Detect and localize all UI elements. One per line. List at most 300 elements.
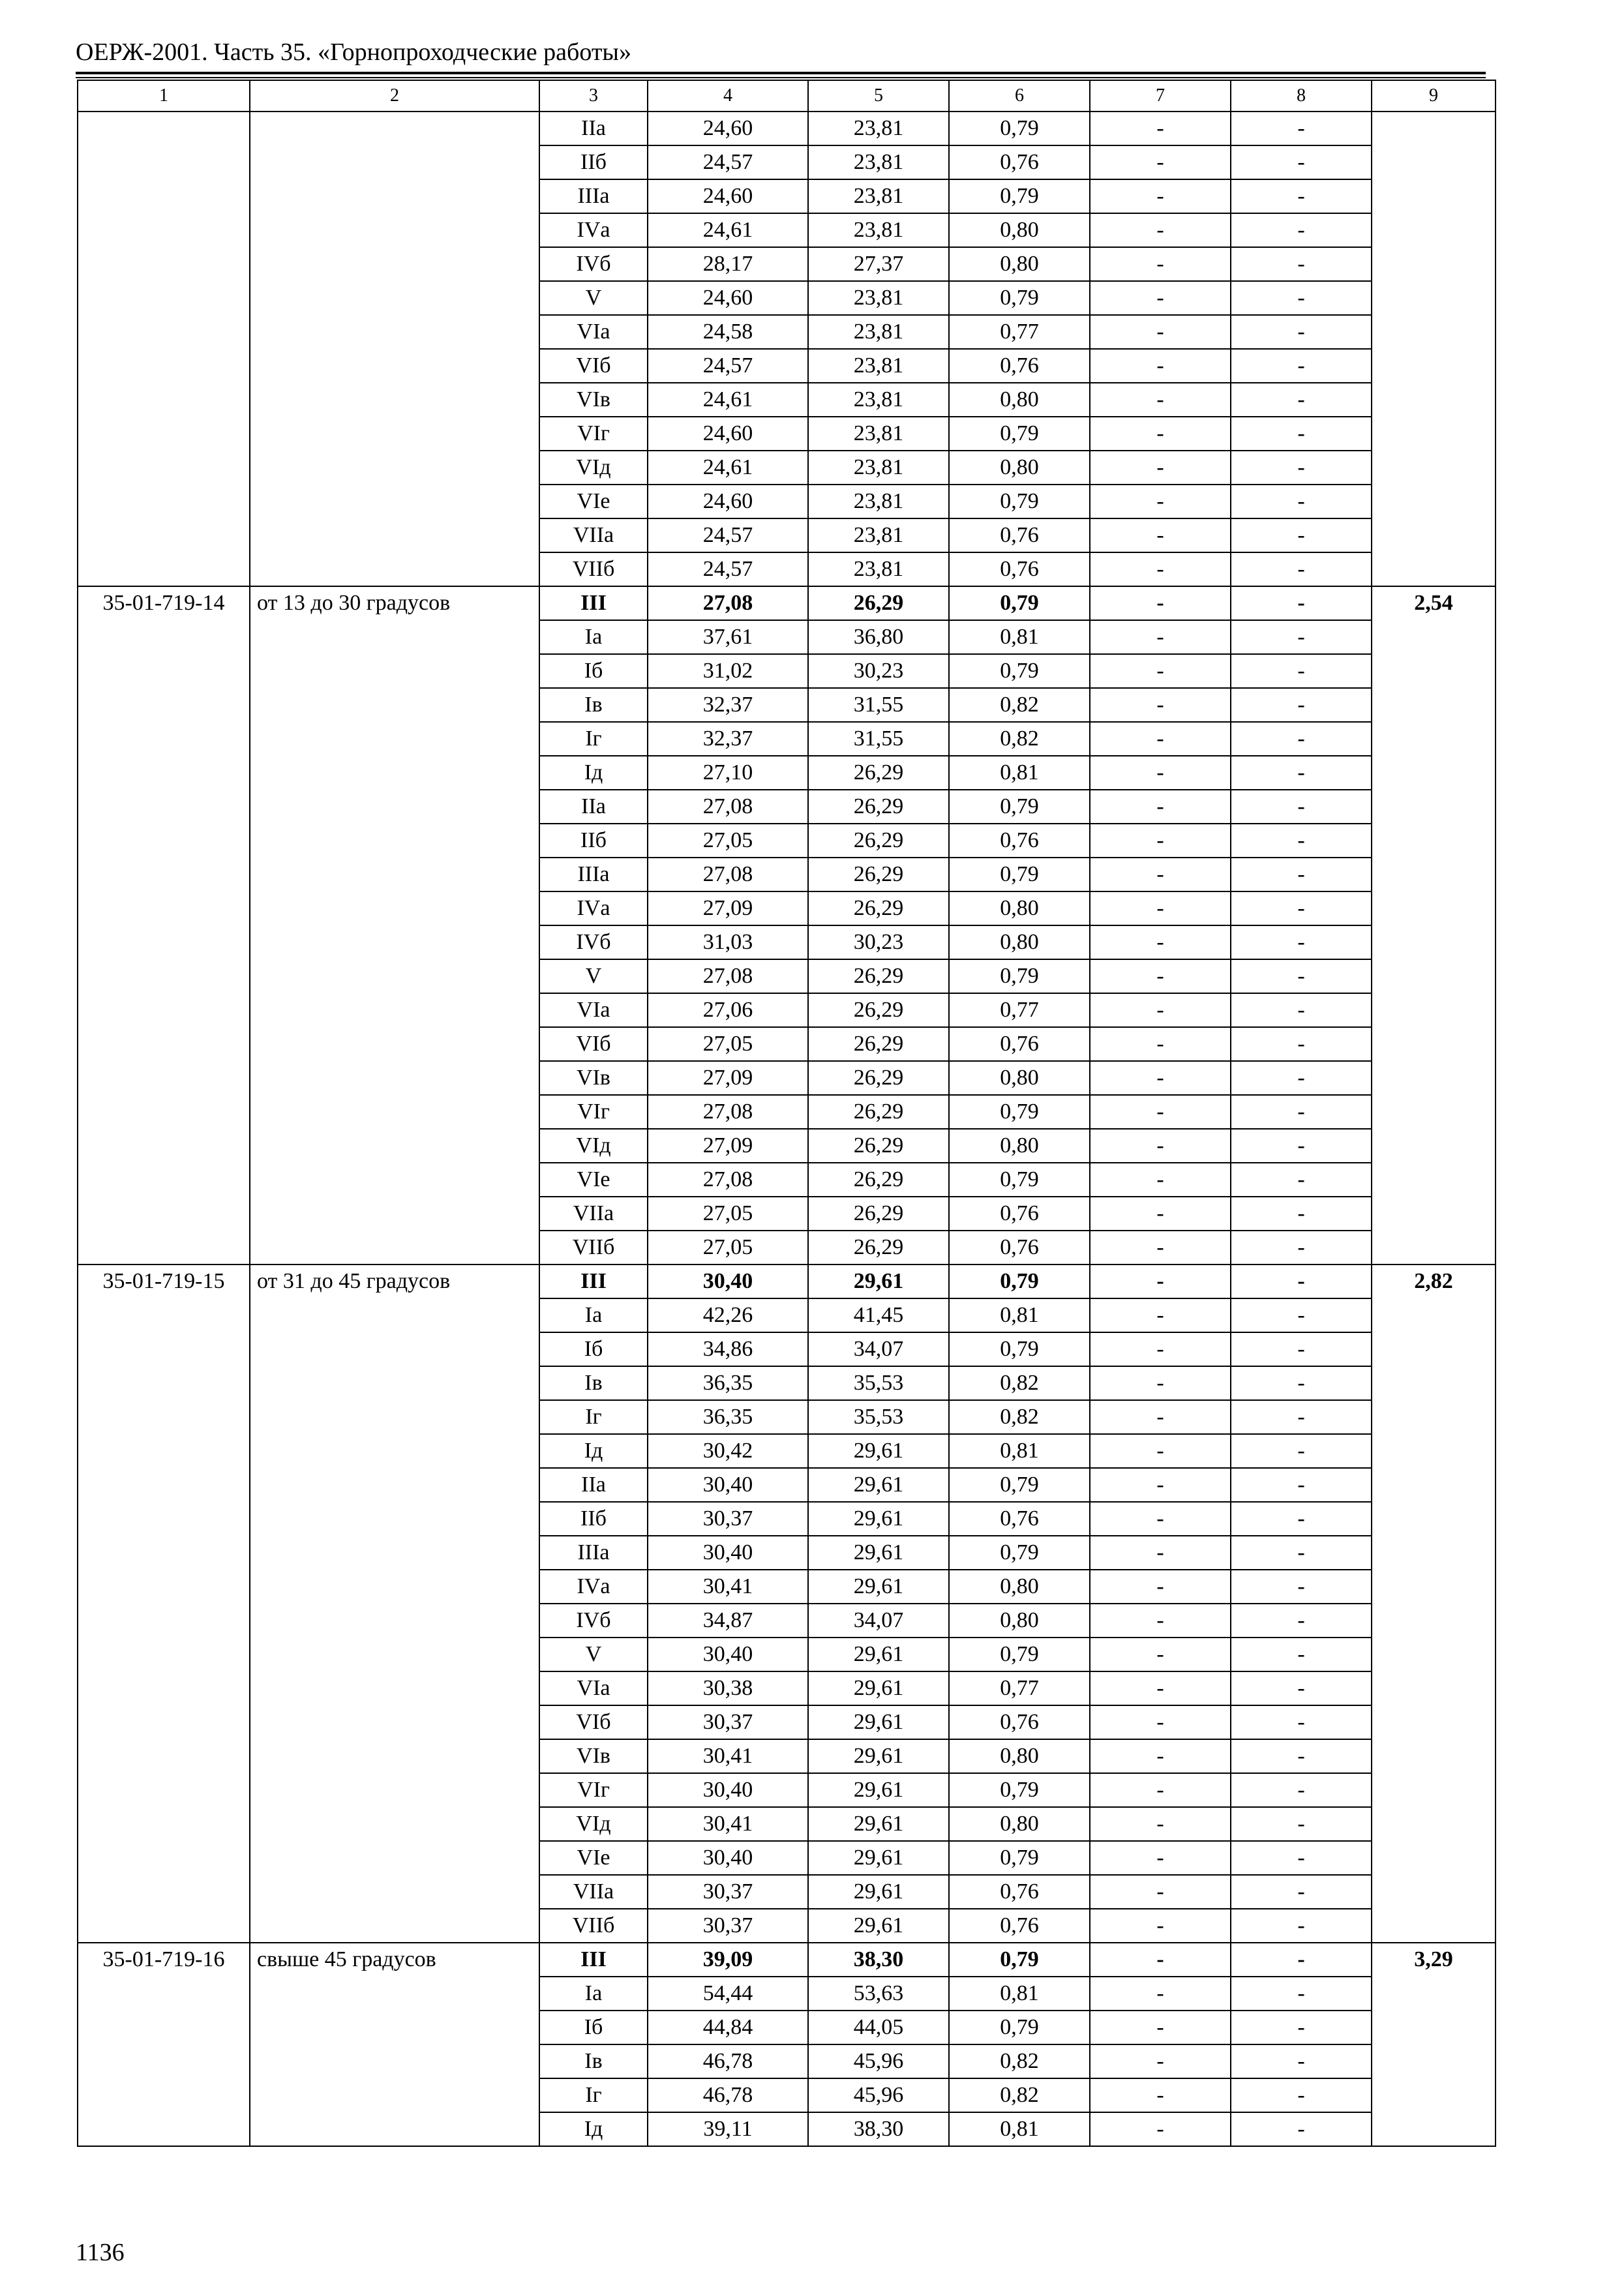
value-4-cell: 30,40 bbox=[648, 1468, 808, 1502]
value-7-cell: - bbox=[1090, 1264, 1231, 1298]
page-header: ОЕРЖ-2001. Часть 35. «Горнопроходческие работы» bbox=[76, 38, 631, 66]
value-6-cell: 0,76 bbox=[949, 1027, 1090, 1061]
value-7-cell: - bbox=[1090, 654, 1231, 688]
value-5-cell: 29,61 bbox=[808, 1739, 949, 1773]
value-7-cell: - bbox=[1090, 1332, 1231, 1366]
value-5-cell: 35,53 bbox=[808, 1400, 949, 1434]
value-4-cell: 30,40 bbox=[648, 1638, 808, 1671]
value-7-cell: - bbox=[1090, 315, 1231, 349]
value-8-cell: - bbox=[1231, 1129, 1372, 1163]
value-8-cell: - bbox=[1231, 281, 1372, 315]
value-7-cell: - bbox=[1090, 1909, 1231, 1943]
value-4-cell: 24,60 bbox=[648, 281, 808, 315]
value-4-cell: 27,08 bbox=[648, 790, 808, 824]
group-cell: Iг bbox=[539, 722, 648, 756]
value-7-cell: - bbox=[1090, 891, 1231, 925]
value-7-cell: - bbox=[1090, 688, 1231, 722]
value-7-cell: - bbox=[1090, 1129, 1231, 1163]
value-8-cell: - bbox=[1231, 1909, 1372, 1943]
value-6-cell: 0,80 bbox=[949, 891, 1090, 925]
value-8-cell: - bbox=[1231, 518, 1372, 552]
value-6-cell: 0,81 bbox=[949, 620, 1090, 654]
value-5-cell: 26,29 bbox=[808, 824, 949, 858]
description-cell: свыше 45 градусов bbox=[250, 1943, 539, 2146]
value-7-cell: - bbox=[1090, 1468, 1231, 1502]
group-cell: VIб bbox=[539, 1705, 648, 1739]
group-cell: IIIа bbox=[539, 179, 648, 213]
column-number: 1 bbox=[78, 80, 250, 112]
value-5-cell: 45,96 bbox=[808, 2044, 949, 2078]
value-8-cell: - bbox=[1231, 1773, 1372, 1807]
value-8-cell: - bbox=[1231, 620, 1372, 654]
value-7-cell: - bbox=[1090, 1570, 1231, 1604]
group-cell: VIв bbox=[539, 383, 648, 417]
value-6-cell: 0,79 bbox=[949, 654, 1090, 688]
group-cell: Iв bbox=[539, 688, 648, 722]
value-6-cell: 0,79 bbox=[949, 112, 1090, 145]
value-7-cell: - bbox=[1090, 1298, 1231, 1332]
table-row bbox=[78, 1943, 1496, 1977]
norm-code-cell: 35-01-719-14 bbox=[78, 586, 250, 1264]
value-8-cell: - bbox=[1231, 1536, 1372, 1570]
value-8-cell: - bbox=[1231, 1604, 1372, 1638]
value-5-cell: 23,81 bbox=[808, 383, 949, 417]
value-7-cell: - bbox=[1090, 485, 1231, 518]
column-number: 8 bbox=[1231, 80, 1372, 112]
value-5-cell: 23,81 bbox=[808, 112, 949, 145]
value-4-cell: 28,17 bbox=[648, 247, 808, 281]
group-cell: VIIа bbox=[539, 518, 648, 552]
value-8-cell: - bbox=[1231, 722, 1372, 756]
value-4-cell: 30,42 bbox=[648, 1434, 808, 1468]
value-5-cell: 31,55 bbox=[808, 688, 949, 722]
group-cell: VIе bbox=[539, 485, 648, 518]
group-cell: VIб bbox=[539, 349, 648, 383]
value-4-cell: 24,57 bbox=[648, 349, 808, 383]
group-cell: VIв bbox=[539, 1061, 648, 1095]
value-4-cell: 32,37 bbox=[648, 722, 808, 756]
value-4-cell: 46,78 bbox=[648, 2078, 808, 2112]
value-6-cell: 0,76 bbox=[949, 1197, 1090, 1231]
value-8-cell: - bbox=[1231, 756, 1372, 790]
description-cell: от 31 до 45 градусов bbox=[250, 1264, 539, 1943]
value-6-cell: 0,81 bbox=[949, 1298, 1090, 1332]
value-5-cell: 29,61 bbox=[808, 1671, 949, 1705]
column-number-row bbox=[78, 80, 1496, 112]
group-cell: VIд bbox=[539, 451, 648, 485]
value-4-cell: 30,40 bbox=[648, 1264, 808, 1298]
column-number: 7 bbox=[1090, 80, 1231, 112]
group-cell: IVб bbox=[539, 1604, 648, 1638]
value-4-cell: 27,06 bbox=[648, 993, 808, 1027]
value-4-cell: 24,57 bbox=[648, 145, 808, 179]
group-cell: IIIа bbox=[539, 1536, 648, 1570]
value-7-cell: - bbox=[1090, 1773, 1231, 1807]
total-cell bbox=[1372, 112, 1496, 586]
column-number: 3 bbox=[539, 80, 648, 112]
rates-table bbox=[77, 80, 1496, 2147]
value-8-cell: - bbox=[1231, 451, 1372, 485]
value-5-cell: 29,61 bbox=[808, 1468, 949, 1502]
value-4-cell: 27,08 bbox=[648, 858, 808, 891]
value-7-cell: - bbox=[1090, 1231, 1231, 1264]
group-cell: III bbox=[539, 1264, 648, 1298]
group-cell: VIв bbox=[539, 1739, 648, 1773]
group-cell: V bbox=[539, 1638, 648, 1671]
value-4-cell: 34,86 bbox=[648, 1332, 808, 1366]
group-cell: IIа bbox=[539, 790, 648, 824]
value-4-cell: 30,41 bbox=[648, 1570, 808, 1604]
value-7-cell: - bbox=[1090, 959, 1231, 993]
value-6-cell: 0,82 bbox=[949, 722, 1090, 756]
value-6-cell: 0,76 bbox=[949, 349, 1090, 383]
value-8-cell: - bbox=[1231, 179, 1372, 213]
value-7-cell: - bbox=[1090, 1671, 1231, 1705]
value-5-cell: 44,05 bbox=[808, 2011, 949, 2044]
value-8-cell: - bbox=[1231, 654, 1372, 688]
value-7-cell: - bbox=[1090, 1400, 1231, 1434]
value-5-cell: 29,61 bbox=[808, 1909, 949, 1943]
value-4-cell: 24,61 bbox=[648, 451, 808, 485]
value-4-cell: 27,09 bbox=[648, 891, 808, 925]
value-6-cell: 0,79 bbox=[949, 1095, 1090, 1129]
value-7-cell: - bbox=[1090, 1705, 1231, 1739]
value-7-cell: - bbox=[1090, 1536, 1231, 1570]
value-4-cell: 27,05 bbox=[648, 1231, 808, 1264]
value-6-cell: 0,76 bbox=[949, 552, 1090, 586]
value-6-cell: 0,79 bbox=[949, 1638, 1090, 1671]
value-6-cell: 0,82 bbox=[949, 2078, 1090, 2112]
value-6-cell: 0,77 bbox=[949, 1671, 1090, 1705]
value-7-cell: - bbox=[1090, 790, 1231, 824]
value-5-cell: 38,30 bbox=[808, 1943, 949, 1977]
value-4-cell: 30,40 bbox=[648, 1536, 808, 1570]
value-8-cell: - bbox=[1231, 790, 1372, 824]
group-cell: V bbox=[539, 281, 648, 315]
value-6-cell: 0,76 bbox=[949, 518, 1090, 552]
value-4-cell: 27,10 bbox=[648, 756, 808, 790]
value-8-cell: - bbox=[1231, 1468, 1372, 1502]
value-4-cell: 37,61 bbox=[648, 620, 808, 654]
value-5-cell: 23,81 bbox=[808, 349, 949, 383]
value-8-cell: - bbox=[1231, 247, 1372, 281]
value-5-cell: 23,81 bbox=[808, 179, 949, 213]
table-row bbox=[78, 1264, 1496, 1298]
value-5-cell: 26,29 bbox=[808, 1027, 949, 1061]
value-5-cell: 23,81 bbox=[808, 213, 949, 247]
value-6-cell: 0,76 bbox=[949, 824, 1090, 858]
value-6-cell: 0,82 bbox=[949, 2044, 1090, 2078]
value-5-cell: 26,29 bbox=[808, 1163, 949, 1197]
value-5-cell: 27,37 bbox=[808, 247, 949, 281]
value-7-cell: - bbox=[1090, 925, 1231, 959]
value-6-cell: 0,80 bbox=[949, 383, 1090, 417]
value-5-cell: 35,53 bbox=[808, 1366, 949, 1400]
value-7-cell: - bbox=[1090, 756, 1231, 790]
column-number: 5 bbox=[808, 80, 949, 112]
value-6-cell: 0,76 bbox=[949, 1705, 1090, 1739]
group-cell: VIа bbox=[539, 315, 648, 349]
value-7-cell: - bbox=[1090, 1875, 1231, 1909]
value-5-cell: 26,29 bbox=[808, 891, 949, 925]
value-8-cell: - bbox=[1231, 383, 1372, 417]
value-4-cell: 24,61 bbox=[648, 383, 808, 417]
value-8-cell: - bbox=[1231, 2011, 1372, 2044]
group-cell: Iв bbox=[539, 1366, 648, 1400]
value-4-cell: 46,78 bbox=[648, 2044, 808, 2078]
norm-code-cell bbox=[78, 112, 250, 586]
group-cell: IVа bbox=[539, 213, 648, 247]
group-cell: VIг bbox=[539, 417, 648, 451]
value-4-cell: 24,60 bbox=[648, 485, 808, 518]
value-4-cell: 30,37 bbox=[648, 1875, 808, 1909]
value-8-cell: - bbox=[1231, 858, 1372, 891]
value-5-cell: 26,29 bbox=[808, 858, 949, 891]
value-5-cell: 23,81 bbox=[808, 145, 949, 179]
value-6-cell: 0,80 bbox=[949, 1570, 1090, 1604]
value-5-cell: 29,61 bbox=[808, 1434, 949, 1468]
value-6-cell: 0,79 bbox=[949, 1943, 1090, 1977]
value-4-cell: 24,60 bbox=[648, 112, 808, 145]
value-4-cell: 39,11 bbox=[648, 2112, 808, 2146]
value-8-cell: - bbox=[1231, 1231, 1372, 1264]
value-7-cell: - bbox=[1090, 112, 1231, 145]
value-4-cell: 27,08 bbox=[648, 1095, 808, 1129]
value-6-cell: 0,82 bbox=[949, 1400, 1090, 1434]
value-8-cell: - bbox=[1231, 925, 1372, 959]
value-6-cell: 0,76 bbox=[949, 1909, 1090, 1943]
value-8-cell: - bbox=[1231, 1400, 1372, 1434]
value-4-cell: 30,37 bbox=[648, 1705, 808, 1739]
value-4-cell: 31,03 bbox=[648, 925, 808, 959]
value-4-cell: 36,35 bbox=[648, 1400, 808, 1434]
group-cell: IIа bbox=[539, 112, 648, 145]
value-6-cell: 0,81 bbox=[949, 1977, 1090, 2011]
value-8-cell: - bbox=[1231, 1875, 1372, 1909]
value-7-cell: - bbox=[1090, 1977, 1231, 2011]
value-6-cell: 0,81 bbox=[949, 756, 1090, 790]
value-6-cell: 0,79 bbox=[949, 1332, 1090, 1366]
value-5-cell: 29,61 bbox=[808, 1705, 949, 1739]
value-4-cell: 27,05 bbox=[648, 1027, 808, 1061]
group-cell: VIIб bbox=[539, 552, 648, 586]
value-7-cell: - bbox=[1090, 620, 1231, 654]
group-cell: VIг bbox=[539, 1773, 648, 1807]
value-6-cell: 0,79 bbox=[949, 1264, 1090, 1298]
group-cell: VIд bbox=[539, 1129, 648, 1163]
value-7-cell: - bbox=[1090, 1943, 1231, 1977]
value-6-cell: 0,76 bbox=[949, 1875, 1090, 1909]
value-7-cell: - bbox=[1090, 1061, 1231, 1095]
value-4-cell: 27,09 bbox=[648, 1061, 808, 1095]
value-5-cell: 41,45 bbox=[808, 1298, 949, 1332]
value-6-cell: 0,77 bbox=[949, 993, 1090, 1027]
group-cell: Iв bbox=[539, 2044, 648, 2078]
value-8-cell: - bbox=[1231, 993, 1372, 1027]
value-4-cell: 27,08 bbox=[648, 1163, 808, 1197]
group-cell: IIIа bbox=[539, 858, 648, 891]
value-6-cell: 0,77 bbox=[949, 315, 1090, 349]
value-6-cell: 0,79 bbox=[949, 959, 1090, 993]
value-5-cell: 29,61 bbox=[808, 1638, 949, 1671]
value-4-cell: 30,37 bbox=[648, 1909, 808, 1943]
value-8-cell: - bbox=[1231, 959, 1372, 993]
value-5-cell: 23,81 bbox=[808, 417, 949, 451]
value-6-cell: 0,79 bbox=[949, 179, 1090, 213]
value-8-cell: - bbox=[1231, 1943, 1372, 1977]
value-5-cell: 30,23 bbox=[808, 654, 949, 688]
group-cell: Iб bbox=[539, 1332, 648, 1366]
total-cell: 2,82 bbox=[1372, 1264, 1496, 1943]
value-5-cell: 26,29 bbox=[808, 586, 949, 620]
value-8-cell: - bbox=[1231, 1366, 1372, 1400]
value-8-cell: - bbox=[1231, 1095, 1372, 1129]
description-cell: от 13 до 30 градусов bbox=[250, 586, 539, 1264]
table-body bbox=[78, 80, 1496, 2146]
group-cell: IVб bbox=[539, 247, 648, 281]
value-6-cell: 0,80 bbox=[949, 1061, 1090, 1095]
value-5-cell: 23,81 bbox=[808, 518, 949, 552]
value-6-cell: 0,80 bbox=[949, 451, 1090, 485]
value-4-cell: 24,57 bbox=[648, 518, 808, 552]
column-number: 2 bbox=[250, 80, 539, 112]
value-7-cell: - bbox=[1090, 179, 1231, 213]
value-5-cell: 29,61 bbox=[808, 1875, 949, 1909]
group-cell: Iа bbox=[539, 1977, 648, 2011]
value-7-cell: - bbox=[1090, 552, 1231, 586]
group-cell: IVб bbox=[539, 925, 648, 959]
value-5-cell: 26,29 bbox=[808, 993, 949, 1027]
value-5-cell: 26,29 bbox=[808, 1095, 949, 1129]
value-6-cell: 0,79 bbox=[949, 417, 1090, 451]
value-8-cell: - bbox=[1231, 1502, 1372, 1536]
group-cell: VIе bbox=[539, 1163, 648, 1197]
value-6-cell: 0,80 bbox=[949, 247, 1090, 281]
value-6-cell: 0,79 bbox=[949, 2011, 1090, 2044]
value-5-cell: 34,07 bbox=[808, 1332, 949, 1366]
group-cell: Iд bbox=[539, 756, 648, 790]
value-7-cell: - bbox=[1090, 1366, 1231, 1400]
group-cell: Iб bbox=[539, 2011, 648, 2044]
value-5-cell: 23,81 bbox=[808, 315, 949, 349]
value-5-cell: 29,61 bbox=[808, 1264, 949, 1298]
value-6-cell: 0,80 bbox=[949, 1604, 1090, 1638]
value-4-cell: 24,60 bbox=[648, 417, 808, 451]
value-8-cell: - bbox=[1231, 1061, 1372, 1095]
group-cell: V bbox=[539, 959, 648, 993]
value-5-cell: 29,61 bbox=[808, 1773, 949, 1807]
value-4-cell: 27,09 bbox=[648, 1129, 808, 1163]
value-5-cell: 26,29 bbox=[808, 1061, 949, 1095]
group-cell: IIб bbox=[539, 824, 648, 858]
value-6-cell: 0,79 bbox=[949, 1536, 1090, 1570]
value-5-cell: 23,81 bbox=[808, 552, 949, 586]
value-6-cell: 0,79 bbox=[949, 1841, 1090, 1875]
group-cell: Iа bbox=[539, 620, 648, 654]
group-cell: VIе bbox=[539, 1841, 648, 1875]
value-5-cell: 26,29 bbox=[808, 1197, 949, 1231]
value-8-cell: - bbox=[1231, 315, 1372, 349]
value-7-cell: - bbox=[1090, 1604, 1231, 1638]
value-5-cell: 53,63 bbox=[808, 1977, 949, 2011]
value-4-cell: 39,09 bbox=[648, 1943, 808, 1977]
group-cell: IIб bbox=[539, 1502, 648, 1536]
value-6-cell: 0,76 bbox=[949, 145, 1090, 179]
value-5-cell: 29,61 bbox=[808, 1502, 949, 1536]
value-7-cell: - bbox=[1090, 417, 1231, 451]
value-7-cell: - bbox=[1090, 518, 1231, 552]
value-4-cell: 27,08 bbox=[648, 959, 808, 993]
value-6-cell: 0,81 bbox=[949, 1434, 1090, 1468]
value-7-cell: - bbox=[1090, 586, 1231, 620]
value-6-cell: 0,79 bbox=[949, 790, 1090, 824]
group-cell: IVа bbox=[539, 891, 648, 925]
value-4-cell: 27,05 bbox=[648, 1197, 808, 1231]
value-8-cell: - bbox=[1231, 485, 1372, 518]
value-8-cell: - bbox=[1231, 824, 1372, 858]
group-cell: Iд bbox=[539, 2112, 648, 2146]
value-8-cell: - bbox=[1231, 1638, 1372, 1671]
value-7-cell: - bbox=[1090, 383, 1231, 417]
value-8-cell: - bbox=[1231, 2078, 1372, 2112]
value-4-cell: 27,08 bbox=[648, 586, 808, 620]
value-7-cell: - bbox=[1090, 1095, 1231, 1129]
value-7-cell: - bbox=[1090, 1739, 1231, 1773]
value-8-cell: - bbox=[1231, 1739, 1372, 1773]
value-8-cell: - bbox=[1231, 1434, 1372, 1468]
value-5-cell: 36,80 bbox=[808, 620, 949, 654]
value-4-cell: 34,87 bbox=[648, 1604, 808, 1638]
group-cell: VIд bbox=[539, 1807, 648, 1841]
value-7-cell: - bbox=[1090, 2011, 1231, 2044]
value-8-cell: - bbox=[1231, 1332, 1372, 1366]
value-6-cell: 0,76 bbox=[949, 1231, 1090, 1264]
value-6-cell: 0,81 bbox=[949, 2112, 1090, 2146]
value-4-cell: 27,05 bbox=[648, 824, 808, 858]
value-7-cell: - bbox=[1090, 247, 1231, 281]
group-cell: Iа bbox=[539, 1298, 648, 1332]
value-8-cell: - bbox=[1231, 586, 1372, 620]
column-number: 9 bbox=[1372, 80, 1496, 112]
value-4-cell: 30,40 bbox=[648, 1841, 808, 1875]
value-7-cell: - bbox=[1090, 145, 1231, 179]
group-cell: VIа bbox=[539, 1671, 648, 1705]
group-cell: IVа bbox=[539, 1570, 648, 1604]
value-7-cell: - bbox=[1090, 1502, 1231, 1536]
value-4-cell: 30,38 bbox=[648, 1671, 808, 1705]
value-4-cell: 54,44 bbox=[648, 1977, 808, 2011]
group-cell: VIIб bbox=[539, 1231, 648, 1264]
group-cell: IIа bbox=[539, 1468, 648, 1502]
value-6-cell: 0,80 bbox=[949, 1739, 1090, 1773]
value-4-cell: 24,60 bbox=[648, 179, 808, 213]
group-cell: Iг bbox=[539, 1400, 648, 1434]
value-6-cell: 0,80 bbox=[949, 213, 1090, 247]
table-row bbox=[78, 586, 1496, 620]
group-cell: III bbox=[539, 1943, 648, 1977]
group-cell: VIб bbox=[539, 1027, 648, 1061]
value-5-cell: 26,29 bbox=[808, 959, 949, 993]
header-rule-thin bbox=[76, 77, 1486, 78]
value-8-cell: - bbox=[1231, 2112, 1372, 2146]
value-8-cell: - bbox=[1231, 1570, 1372, 1604]
header-rule bbox=[76, 72, 1486, 74]
value-7-cell: - bbox=[1090, 722, 1231, 756]
value-8-cell: - bbox=[1231, 145, 1372, 179]
value-8-cell: - bbox=[1231, 1027, 1372, 1061]
value-8-cell: - bbox=[1231, 1977, 1372, 2011]
value-7-cell: - bbox=[1090, 824, 1231, 858]
